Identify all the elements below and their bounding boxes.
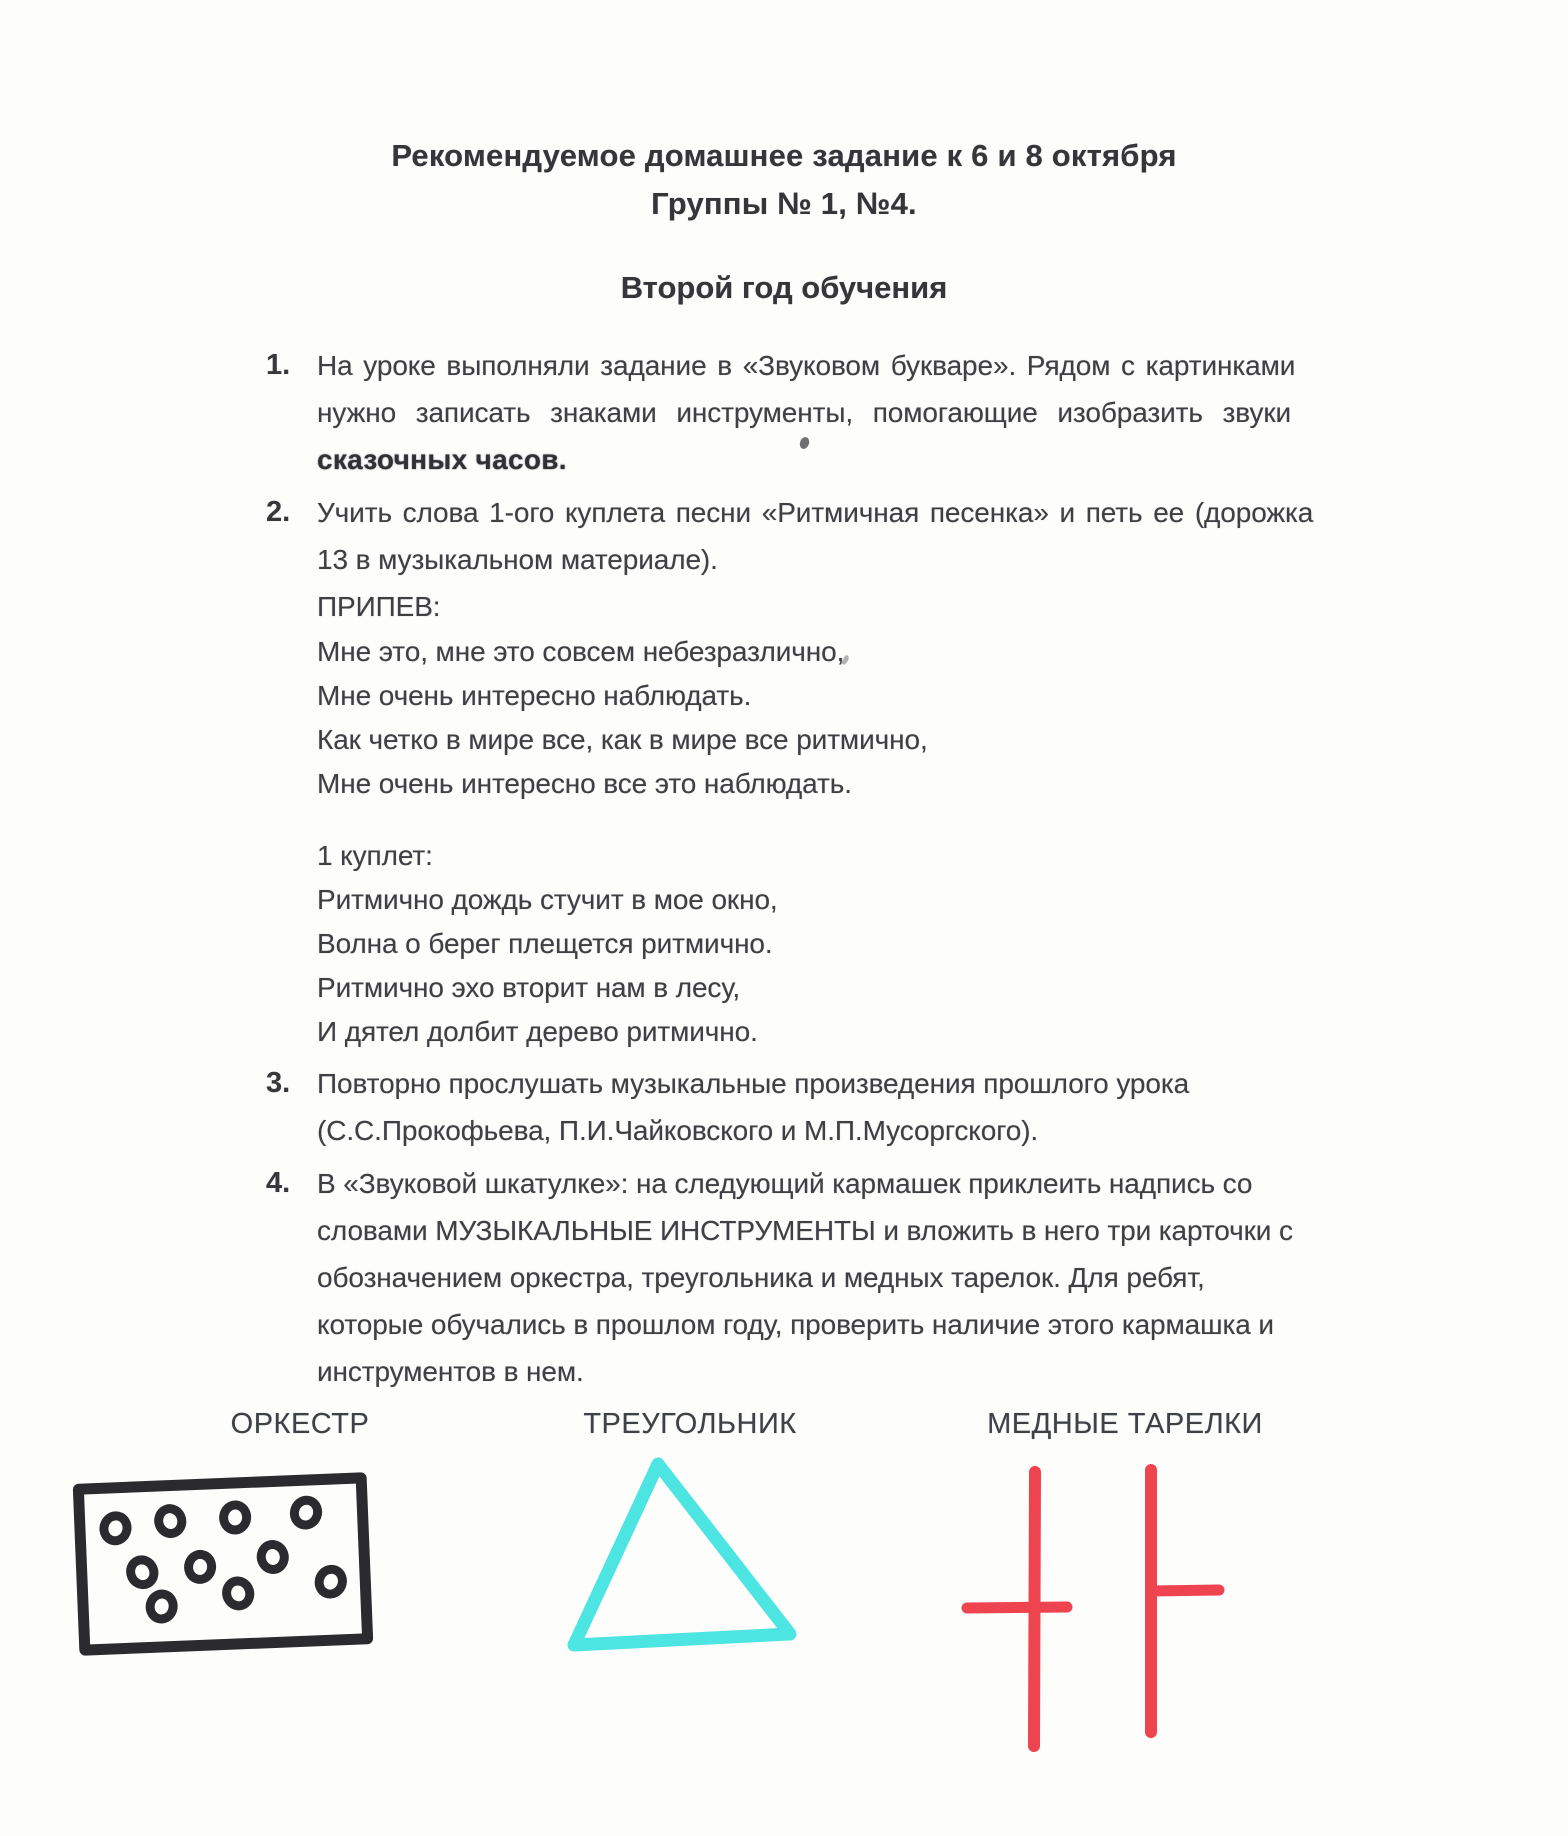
orchestra-dot — [182, 1548, 218, 1586]
task-item-2 — [266, 489, 1314, 1054]
task-item-3 — [266, 1060, 1306, 1154]
text-line: инструментов в нем. — [317, 1356, 584, 1387]
document-header — [0, 0, 1568, 308]
text-line: обозначением оркестра, треугольника и медных тарелок. Для ребят, — [317, 1262, 1205, 1293]
orchestra-dot — [254, 1537, 292, 1576]
figure-label-orchestra: ОРКЕСТР — [230, 1408, 370, 1440]
chorus-label: ПРИПЕВ: — [317, 591, 441, 622]
orchestra-dot — [121, 1550, 164, 1594]
text-line: (С.С.Прокофьева, П.И.Чайковского и М.П.Мусоргского). — [317, 1115, 1039, 1146]
text-line: 13 в музыкальном материале). — [317, 544, 718, 575]
task-number: 2. — [266, 496, 291, 528]
text-line: Повторно прослушать музыкальные произведения прошлого урока — [317, 1068, 1190, 1099]
task-text — [317, 342, 1296, 483]
chorus-line: Мне это, мне это совсем небезразлично, — [317, 636, 845, 667]
cymbals-figure — [950, 1448, 1240, 1758]
orchestra-dot — [96, 1508, 135, 1548]
chorus-line: Как четко в мире все, как в мире все ритмично, — [317, 724, 928, 755]
document-title-line1: Рекомендуемое домашнее задание к 6 и 8 октября — [391, 138, 1177, 173]
verse-line: Волна о берег плещется ритмично. — [317, 928, 773, 959]
text-line: словами МУЗЫКАЛЬНЫЕ ИНСТРУМЕНТЫ и вложить в него три карточки с — [317, 1215, 1293, 1246]
orchestra-dot — [285, 1491, 327, 1534]
task-text — [317, 489, 1314, 1054]
figure-label-cymbals: МЕДНЫЕ ТАРЕЛКИ — [987, 1408, 1263, 1440]
text-line: нужно записать знаками инструменты, помогающие изобразить звуки — [317, 397, 1292, 428]
task-item-1 — [266, 342, 1306, 483]
document-title-line2: Группы № 1, №4. — [651, 186, 917, 221]
verse-line: Ритмично дождь стучит в мое окно, — [317, 884, 778, 915]
text-line: В «Звуковой шкатулке»: на следующий кармашек приклеить надпись со — [317, 1168, 1253, 1199]
orchestra-dot — [309, 1560, 352, 1604]
orchestra-dot — [151, 1501, 190, 1542]
chorus-line: Мне очень интересно все это наблюдать. — [317, 768, 852, 799]
orchestra-dot — [218, 1499, 253, 1536]
figure-label-triangle: ТРЕУГОЛЬНИК — [583, 1408, 797, 1440]
orchestra-dot — [143, 1587, 180, 1626]
verse-label: 1 куплет: — [317, 840, 433, 871]
text-line-smudged: сказочных часов. — [317, 444, 567, 475]
task-number: 4. — [266, 1167, 291, 1199]
task-item-4 — [266, 1160, 1306, 1395]
verse-line: Ритмично эхо вторит нам в лесу, — [317, 972, 741, 1003]
task-list — [266, 342, 1314, 1395]
text-line: На уроке выполняли задание в «Звуковом букваре». Рядом с картинками — [317, 350, 1296, 381]
orchestra-figure — [73, 1472, 374, 1656]
task-text — [317, 1160, 1293, 1395]
text-line: которые обучались в прошлом году, проверить наличие этого кармашка и — [317, 1309, 1274, 1340]
task-number: 3. — [266, 1067, 291, 1099]
triangle-figure — [550, 1446, 806, 1662]
task-number: 1. — [266, 349, 291, 381]
document-subtitle: Второй год обучения — [620, 270, 948, 305]
chorus-line: Мне очень интересно наблюдать. — [317, 680, 752, 711]
verse-line: И дятел долбит дерево ритмично. — [317, 1016, 758, 1047]
task-text — [317, 1060, 1286, 1154]
orchestra-dot — [218, 1572, 259, 1614]
text-line: Учить слова 1-ого куплета песни «Ритмичная песенка» и петь ее (дорожка — [317, 497, 1314, 528]
